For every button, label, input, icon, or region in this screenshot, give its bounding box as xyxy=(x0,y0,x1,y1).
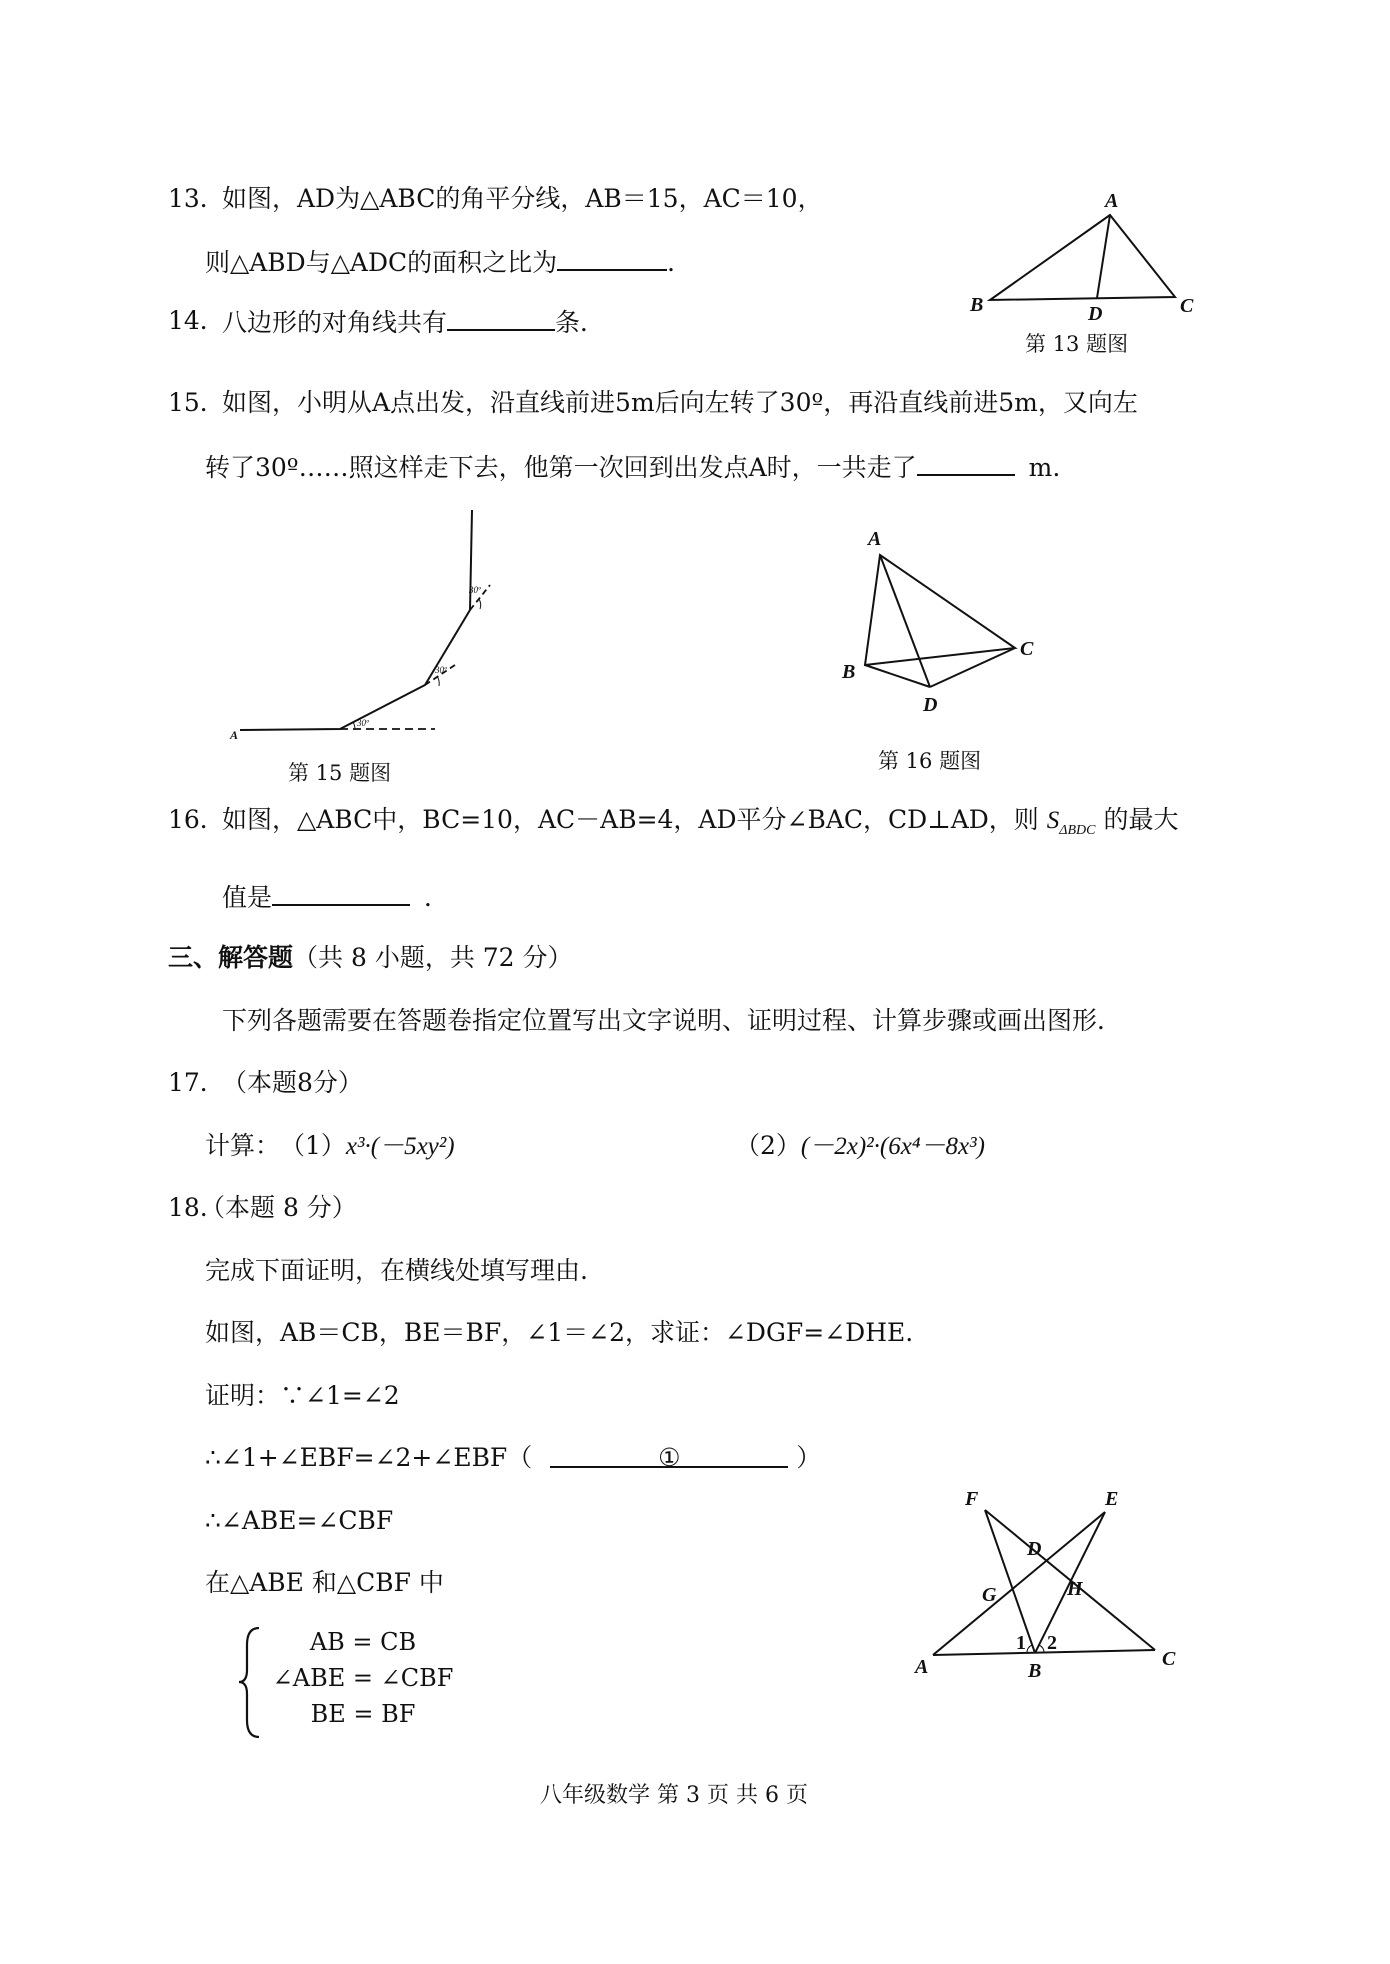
q15-angle-label-2: 30º xyxy=(435,665,447,675)
q18-system-line-1: AB = CB xyxy=(309,1628,417,1656)
q13-line2 xyxy=(205,245,692,279)
q18-step1-end: ） xyxy=(796,1443,822,1472)
q18-label-a: A xyxy=(915,1656,929,1678)
q17-part2-expression: (－2x)²·(6x⁴－8x³) xyxy=(800,1133,985,1160)
q16-line1-text: 如图，△ABC中，BC=10，AC－AB=4，AD平分∠BAC，CD⊥AD，则 xyxy=(222,805,1039,834)
q16-caption: 第 16 题图 xyxy=(878,749,982,773)
q18-label-f: F xyxy=(965,1488,979,1510)
q13-line2-text: 则△ABD与△ADC的面积之比为 xyxy=(205,248,558,277)
q18-step1-text: ∴∠1+∠EBF=∠2+∠EBF（ xyxy=(205,1443,533,1472)
q18-label-h: H xyxy=(1067,1578,1083,1600)
q16-label-a: A xyxy=(868,528,882,550)
q18-reason-blank[interactable] xyxy=(550,1442,788,1472)
q14-text xyxy=(222,305,605,339)
q13-figure xyxy=(950,185,1220,325)
q13-line2-end: ． xyxy=(667,248,693,277)
page-footer: 八年级数学 第 3 页 共 6 页 xyxy=(540,1783,808,1808)
q15-caption: 第 15 题图 xyxy=(288,761,392,785)
q17-part1-number: （1） xyxy=(280,1131,346,1160)
q18-system-line-3: BE = BF xyxy=(310,1700,416,1728)
q18-angle-2-label: 2 xyxy=(1047,1632,1057,1654)
q16-area-symbol: S xyxy=(1046,807,1060,834)
q16-line1-end: 的最大 xyxy=(1103,805,1179,834)
q18-reason-marker: ① xyxy=(658,1443,681,1472)
q18-given: 如图，AB＝CB，BE＝BF，∠1＝∠2，求证：∠DGF=∠DHE. xyxy=(205,1318,914,1347)
q15-figure xyxy=(225,505,495,745)
q17-number: 17． xyxy=(168,1068,225,1097)
q18-angle-1-label: 1 xyxy=(1016,1632,1026,1654)
q18-system-brace xyxy=(235,1625,265,1740)
q18-score: （本题 8 分） xyxy=(200,1193,357,1222)
q17-part1-expression: x³·(－5xy²) xyxy=(345,1133,455,1160)
q18-label-d: D xyxy=(1027,1538,1042,1560)
q14-number: 14． xyxy=(168,306,225,335)
q16-answer-blank[interactable] xyxy=(272,880,410,906)
q15-label-a: A xyxy=(230,728,239,742)
q15-line2-end: m. xyxy=(1028,453,1061,482)
q16-line1 xyxy=(222,804,1178,847)
q15-angle-label-3: 30º xyxy=(469,585,481,595)
q14-text-b: 条． xyxy=(555,308,606,337)
q13-label-a: A xyxy=(1105,190,1119,212)
q13-line1: 如图，AD为△ABC的角平分线，AB＝15，AC＝10， xyxy=(222,184,823,213)
q18-label-c: C xyxy=(1162,1648,1176,1670)
q16-line2-end: ． xyxy=(424,883,450,912)
q18-label-e: E xyxy=(1105,1488,1119,1510)
q16-label-d: D xyxy=(923,694,938,716)
q15-angle-label-1: 30º xyxy=(357,718,369,728)
section3-title: 三、解答题 xyxy=(168,943,294,972)
q17-calc-label: 计算： xyxy=(205,1131,281,1160)
q15-answer-blank[interactable] xyxy=(917,450,1015,476)
q16-label-b: B xyxy=(842,661,856,683)
q18-step2: ∴∠ABE=∠CBF xyxy=(205,1506,394,1535)
q18-proof-start: 证明：∵∠1=∠2 xyxy=(205,1381,400,1410)
q18-figure xyxy=(905,1465,1195,1700)
q18-label-b: B xyxy=(1028,1660,1042,1682)
q13-caption: 第 13 题图 xyxy=(1025,332,1129,356)
q16-figure xyxy=(820,515,1060,725)
q13-label-c: C xyxy=(1180,295,1194,317)
q16-line2 xyxy=(222,880,449,914)
q15-line2-text: 转了30º……照这样走下去，他第一次回到出发点A时，一共走了 xyxy=(205,453,917,482)
q15-number: 15． xyxy=(168,388,225,417)
q18-label-g: G xyxy=(982,1584,997,1606)
q18-step3: 在△ABE 和△CBF 中 xyxy=(205,1568,444,1597)
q18-step1 xyxy=(205,1442,821,1474)
section3-heading xyxy=(168,942,573,974)
q17-part1 xyxy=(280,1130,455,1163)
q18-number: 18. xyxy=(168,1193,208,1222)
q17-part2 xyxy=(735,1130,985,1163)
q14-text-a: 八边形的对角线共有 xyxy=(222,308,448,337)
q16-area-subscript: ΔBDC xyxy=(1059,823,1096,838)
q13-label-d: D xyxy=(1088,303,1103,325)
section3-instruction: 下列各题需要在答题卷指定位置写出文字说明、证明过程、计算步骤或画出图形． xyxy=(222,1006,1123,1035)
q14-answer-blank[interactable] xyxy=(447,305,555,331)
q16-line2-text: 值是 xyxy=(222,883,273,912)
q17-score: （本题8分） xyxy=(222,1068,363,1097)
q16-label-c: C xyxy=(1020,638,1034,660)
section3-note: （共 8 小题，共 72 分） xyxy=(293,943,573,972)
q17-part2-number: （2） xyxy=(735,1131,801,1160)
q16-number: 16． xyxy=(168,805,225,834)
q13-answer-blank[interactable] xyxy=(557,245,667,271)
q15-line2 xyxy=(205,450,1060,484)
q18-system xyxy=(268,1624,458,1732)
q13-number: 13． xyxy=(168,184,225,213)
q18-system-line-2: ∠ABE = ∠CBF xyxy=(272,1664,454,1692)
q18-instruction: 完成下面证明，在横线处填写理由. xyxy=(205,1256,588,1285)
q13-label-b: B xyxy=(970,294,984,316)
q15-line1: 如图，小明从A点出发，沿直线前进5m后向左转了30º，再沿直线前进5m，又向左 xyxy=(222,388,1138,417)
